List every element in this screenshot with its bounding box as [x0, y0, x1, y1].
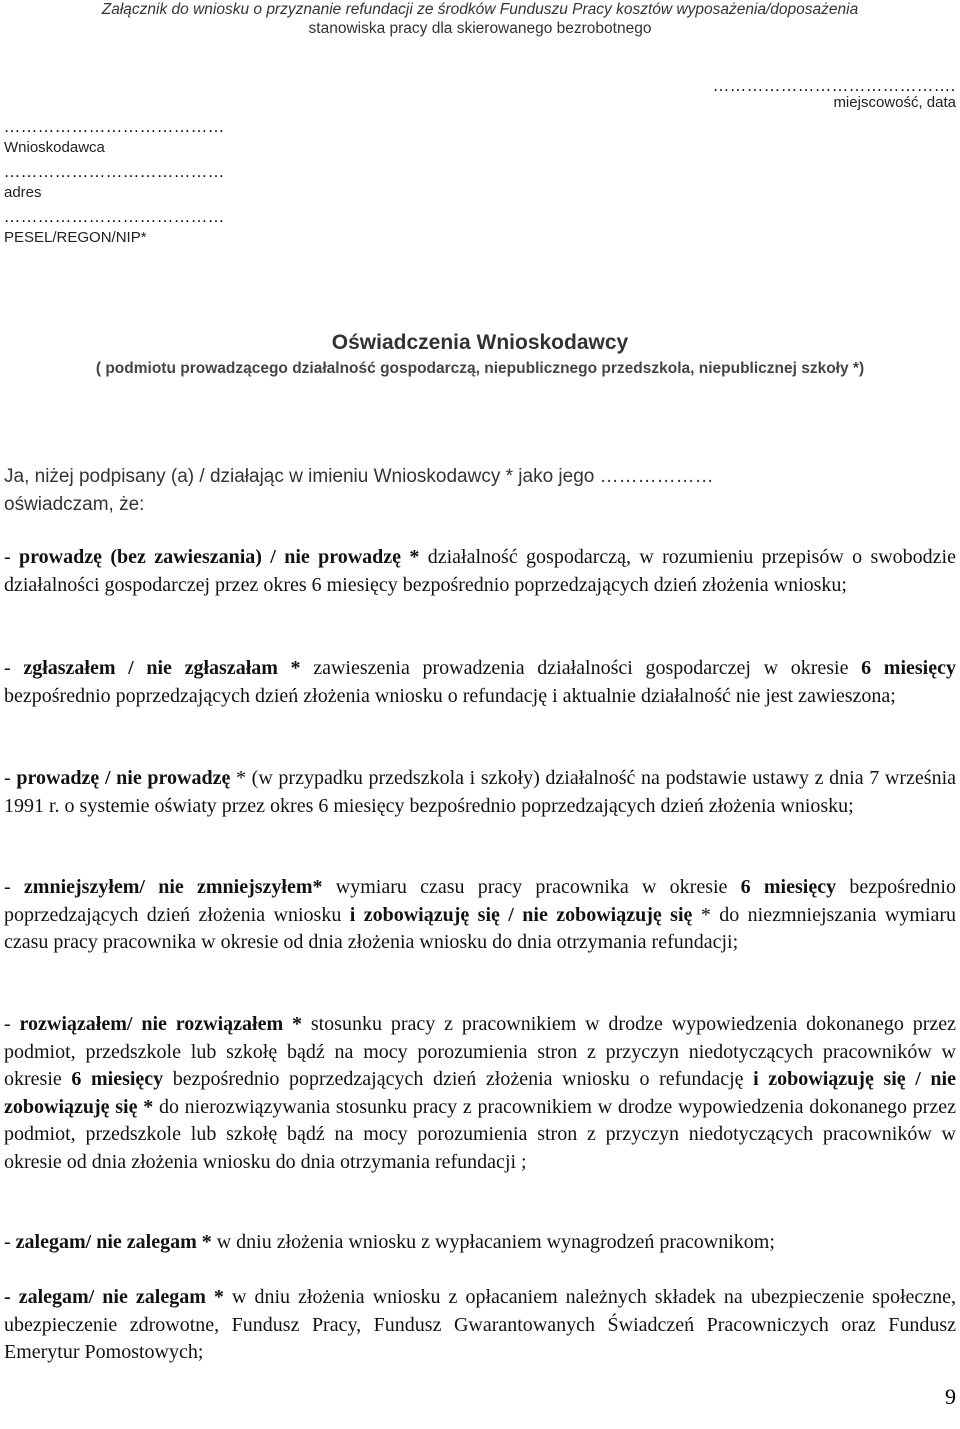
applicant-id-dots: ………………………………… [4, 209, 225, 226]
statement-4: - zmniejszyłem/ nie zmniejszyłem* wymiaru czasu pracy pracownika w okresie 6 miesięcy bezpośrednio poprzedzających dzień złożenia wniosku i zobowiązuję się / nie zobowiązuję się * do niezmniejszania wymiaru czasu pracy pracownika w okresie od dnia złożenia wniosku do dnia otrzymania refundacji; [4, 876, 956, 953]
applicant-address-dots: ………………………………… [4, 164, 225, 181]
statement-1-choice: prowadzę (bez zawieszania) / nie prowadzę * [19, 546, 420, 568]
statement-3-choice: prowadzę / nie prowadzę [16, 767, 231, 789]
statement-6: - zalegam/ nie zalegam * w dniu złożenia wniosku z wypłacaniem wynagrodzeń pracownikom; [4, 1231, 775, 1253]
statement-1: - prowadzę (bez zawieszania) / nie prowadzę * działalność gospodarczą, w rozumieniu przepisów o swobodzie działalności gospodarczej przez okres 6 miesięcy bezpośrednio poprzedzających dzień złożenia wniosku; [4, 546, 956, 596]
statement-5: - rozwiązałem/ nie rozwiązałem * stosunku pracy z pracownikiem w drodze wypowiedzenia dokonanego przez podmiot, przedszkole lub szkołę bądź na mocy porozumienia stron z przyczyn niedotyczących pracowników w okresie 6 miesięcy bezpośrednio poprzedzających dzień złożenia wniosku o refundację i zobowiązuję się / nie zobowiązuję się * do nierozwiązywania stosunku pracy z pracownikiem w drodze wypowiedzenia dokonanego przez podmiot, przedszkole lub szkołę bądź na mocy porozumienia stron z przyczyn niedotyczących pracowników w okresie od dnia złożenia wniosku do dnia otrzymania refundacji ; [4, 1013, 956, 1173]
applicant-name-dots: ………………………………… [4, 119, 225, 136]
statement-6-choice: zalegam/ nie zalegam * [15, 1231, 212, 1253]
statement-7-choice: - zalegam/ nie zalegam * [4, 1286, 224, 1308]
statement-2-choice: zgłaszałem / nie zgłaszałam * [23, 657, 301, 679]
statement-5-choice: rozwiązałem/ nie rozwiązałem * [19, 1013, 302, 1035]
place-date-dots: ……………………………………. [713, 78, 956, 95]
intro-line-1: Ja, niżej podpisany (a) / działając w imieniu Wnioskodawcy * jako jego ……………… [4, 466, 714, 487]
applicant-id-label: PESEL/REGON/NIP* [4, 229, 147, 246]
document-subtitle: ( podmiotu prowadzącego działalność gospodarczą, niepublicznego przedszkola, niepublicznej szkoły *) [95, 360, 865, 377]
applicant-name-label: Wnioskodawca [4, 139, 105, 156]
statement-2: - zgłaszałem / nie zgłaszałam * zawieszenia prowadzenia działalności gospodarczej w okresie 6 miesięcy bezpośrednio poprzedzających dzień złożenia wniosku o refundację i aktualnie działalność nie jest zawieszona; [4, 657, 956, 707]
page-number: 9 [945, 1384, 956, 1409]
intro-text [4, 463, 956, 519]
statement-4-choice: zmniejszyłem/ nie zmniejszyłem* [23, 876, 323, 898]
document-title: Oświadczenia Wnioskodawcy [331, 331, 629, 354]
header-line-1: Załącznik do wniosku o przyznanie refundacji ze środków Funduszu Pracy kosztów wyposażenia/doposażenia [101, 1, 859, 18]
applicant-address-label: adres [4, 184, 42, 201]
statement-7: - zalegam/ nie zalegam * w dniu złożenia wniosku z opłacaniem należnych składek na ubezpieczenie społeczne, ubezpieczenie zdrowotne, Fundusz Pracy, Fundusz Gwarantowanych Świadczeń Pracowniczych oraz Fundusz Emerytur Pomostowych; [4, 1286, 957, 1363]
statement-3: - prowadzę / nie prowadzę * (w przypadku przedszkola i szkoły) działalność na podstawie ustawy z dnia 7 września 1991 r. o systemie oświaty przez okres 6 miesięcy bezpośrednio poprzedzających dzień złożenia wniosku; [4, 767, 957, 817]
intro-line-2: oświadczam, że: [4, 494, 145, 515]
place-date-label: miejscowość, data [833, 94, 956, 111]
header-line-2: stanowiska pracy dla skierowanego bezrobotnego [308, 20, 652, 37]
